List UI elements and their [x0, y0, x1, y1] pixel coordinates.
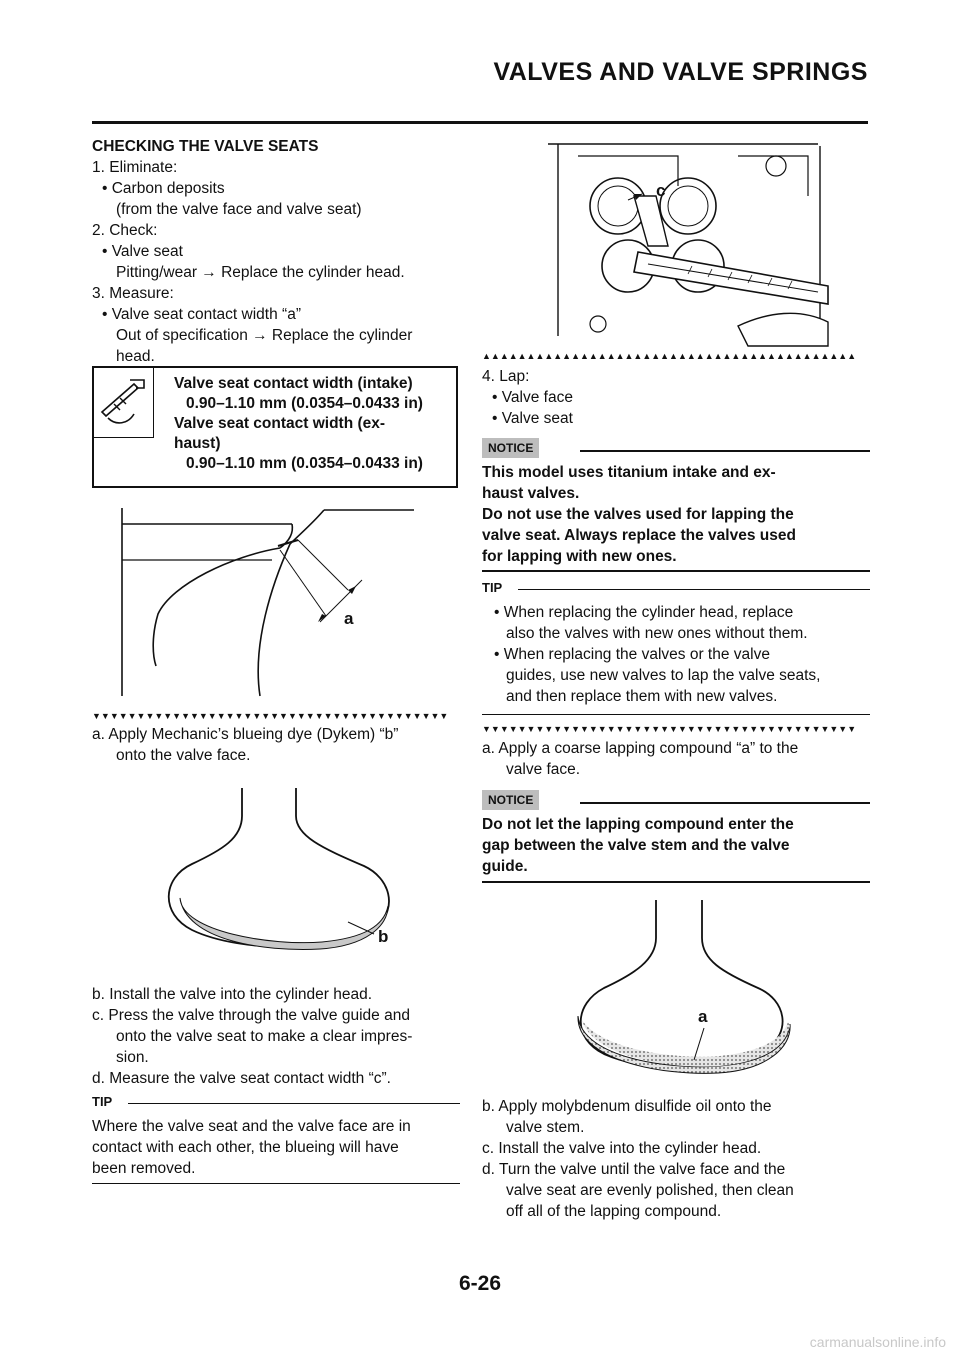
notice-2-line-3: guide. — [482, 858, 528, 875]
step-1: 1. Eliminate: — [92, 159, 178, 176]
notice-header-1 — [482, 438, 870, 458]
substep-b-right-1: b. Apply molybdenum disulfide oil onto the — [482, 1098, 772, 1115]
tip-end-rule — [92, 1183, 460, 1184]
notice-badge-1: NOTICE — [482, 438, 539, 458]
notice-badge-2: NOTICE — [482, 790, 539, 810]
tip-bullet-1-line-1: • When replacing the cylinder head, replace — [494, 604, 794, 621]
substep-a-right-1: a. Apply a coarse lapping compound “a” to the — [482, 740, 799, 757]
step-2: 2. Check: — [92, 222, 158, 239]
tip-header — [92, 1094, 460, 1110]
substep-d-right-2: valve seat are evenly polished, then clean — [506, 1182, 794, 1199]
notice-1-line-3: Do not use the valves used for lapping the — [482, 506, 794, 523]
tip-line-1: Where the valve seat and the valve face are in — [92, 1118, 411, 1135]
caliper-measure-figure — [538, 136, 838, 348]
section-heading: CHECKING THE VALVE SEATS — [92, 138, 319, 155]
tip-line-3: been removed. — [92, 1160, 196, 1177]
step-3: 3. Measure: — [92, 285, 174, 302]
substep-d-right-1: d. Turn the valve until the valve face and the — [482, 1161, 786, 1178]
watermark: carmanualsonline.info — [809, 1334, 946, 1350]
valve-blueing-figure — [152, 786, 422, 956]
tip-label-right: TIP — [482, 580, 503, 595]
step-3-bullet: • Valve seat contact width “a” — [102, 306, 301, 323]
spec-intake-value: 0.90–1.10 mm (0.0354–0.0433 in) — [186, 395, 423, 412]
fig4-label: a — [698, 1007, 708, 1026]
step-2-bullet-cont: Pitting/wear → Replace the cylinder head. — [116, 264, 405, 281]
steps-end-marker: ▲▲▲▲▲▲▲▲▲▲▲▲▲▲▲▲▲▲▲▲▲▲▲▲▲▲▲▲▲▲▲▲▲▲▲▲▲▲▲▲▲▲ — [482, 351, 857, 361]
tip-bullet-1-line-2: also the valves with new ones without them. — [506, 625, 808, 642]
spec-exhaust-label-2: haust) — [174, 435, 221, 452]
valve-seat-figure — [112, 504, 422, 702]
notice-1-end-rule — [482, 570, 870, 572]
notice-2-line-1: Do not let the lapping compound enter the — [482, 816, 794, 833]
step-4-bullet-2: • Valve seat — [492, 410, 573, 427]
notice-2-end-rule — [482, 881, 870, 883]
fig1-label: a — [344, 609, 354, 628]
valve-lapping-figure — [570, 898, 800, 1076]
substep-a-right-2: valve face. — [506, 761, 581, 778]
step-3-bullet-cont-2: head. — [116, 348, 155, 365]
steps-begin-marker-right: ▼▼▼▼▼▼▼▼▼▼▼▼▼▼▼▼▼▼▼▼▼▼▼▼▼▼▼▼▼▼▼▼▼▼▼▼▼▼▼▼▼▼ — [482, 724, 857, 734]
step-1-bullet: • Carbon deposits — [102, 180, 225, 197]
spec-text — [174, 374, 458, 474]
tip-line-2: contact with each other, the blueing will have — [92, 1139, 399, 1156]
substep-d: d. Measure the valve seat contact width “c”. — [92, 1070, 391, 1087]
spec-exhaust-label-1: Valve seat contact width (ex- — [174, 415, 386, 432]
step-3-bullet-cont-1: Out of specification → Replace the cylinder — [116, 327, 413, 344]
notice-header-2 — [482, 790, 870, 810]
page-title: VALVES AND VALVE SPRINGS — [493, 58, 868, 86]
substep-c-3: sion. — [116, 1049, 149, 1066]
substep-b-right-2: valve stem. — [506, 1119, 585, 1136]
step-1-bullet-cont: (from the valve face and valve seat) — [116, 201, 362, 218]
page-number: 6-26 — [458, 1272, 502, 1295]
steps-begin-marker: ▼▼▼▼▼▼▼▼▼▼▼▼▼▼▼▼▼▼▼▼▼▼▼▼▼▼▼▼▼▼▼▼▼▼▼▼▼▼▼▼ — [92, 711, 449, 721]
substep-b: b. Install the valve into the cylinder head. — [92, 986, 373, 1003]
fig3-label: c — [656, 181, 666, 200]
tip-bullet-2-line-1: • When replacing the valves or the valve — [494, 646, 770, 663]
step-4: 4. Lap: — [482, 368, 530, 385]
notice-1-line-4: valve seat. Always replace the valves used — [482, 527, 796, 544]
step-2-bullet: • Valve seat — [102, 243, 183, 260]
caliper-icon — [94, 368, 154, 438]
notice-1-line-1: This model uses titanium intake and ex- — [482, 464, 776, 481]
substep-d-right-3: off all of the lapping compound. — [506, 1203, 722, 1220]
tip-bullet-2-line-3: and then replace them with new valves. — [506, 688, 778, 705]
notice-1-line-2: haust valves. — [482, 485, 580, 502]
header-rule — [92, 121, 868, 124]
spec-intake-label: Valve seat contact width (intake) — [174, 375, 413, 392]
substep-a-2: onto the valve face. — [116, 747, 251, 764]
substep-c-right: c. Install the valve into the cylinder head. — [482, 1140, 762, 1157]
notice-2-line-2: gap between the valve stem and the valve — [482, 837, 790, 854]
fig2-label: b — [378, 927, 389, 946]
substep-a-1: a. Apply Mechanic’s blueing dye (Dykem) “b” — [92, 726, 399, 743]
tip-bullet-2-line-2: guides, use new valves to lap the valve seats, — [506, 667, 821, 684]
notice-1-line-5: for lapping with new ones. — [482, 548, 677, 565]
tip-header-right — [482, 580, 870, 596]
spec-box — [92, 366, 458, 488]
substep-c-2: onto the valve seat to make a clear impres- — [116, 1028, 413, 1045]
substep-c-1: c. Press the valve through the valve guide and — [92, 1007, 410, 1024]
tip-label: TIP — [92, 1094, 113, 1109]
step-4-bullet-1: • Valve face — [492, 389, 573, 406]
spec-exhaust-value: 0.90–1.10 mm (0.0354–0.0433 in) — [186, 455, 423, 472]
tip-right-end-rule — [482, 714, 870, 715]
